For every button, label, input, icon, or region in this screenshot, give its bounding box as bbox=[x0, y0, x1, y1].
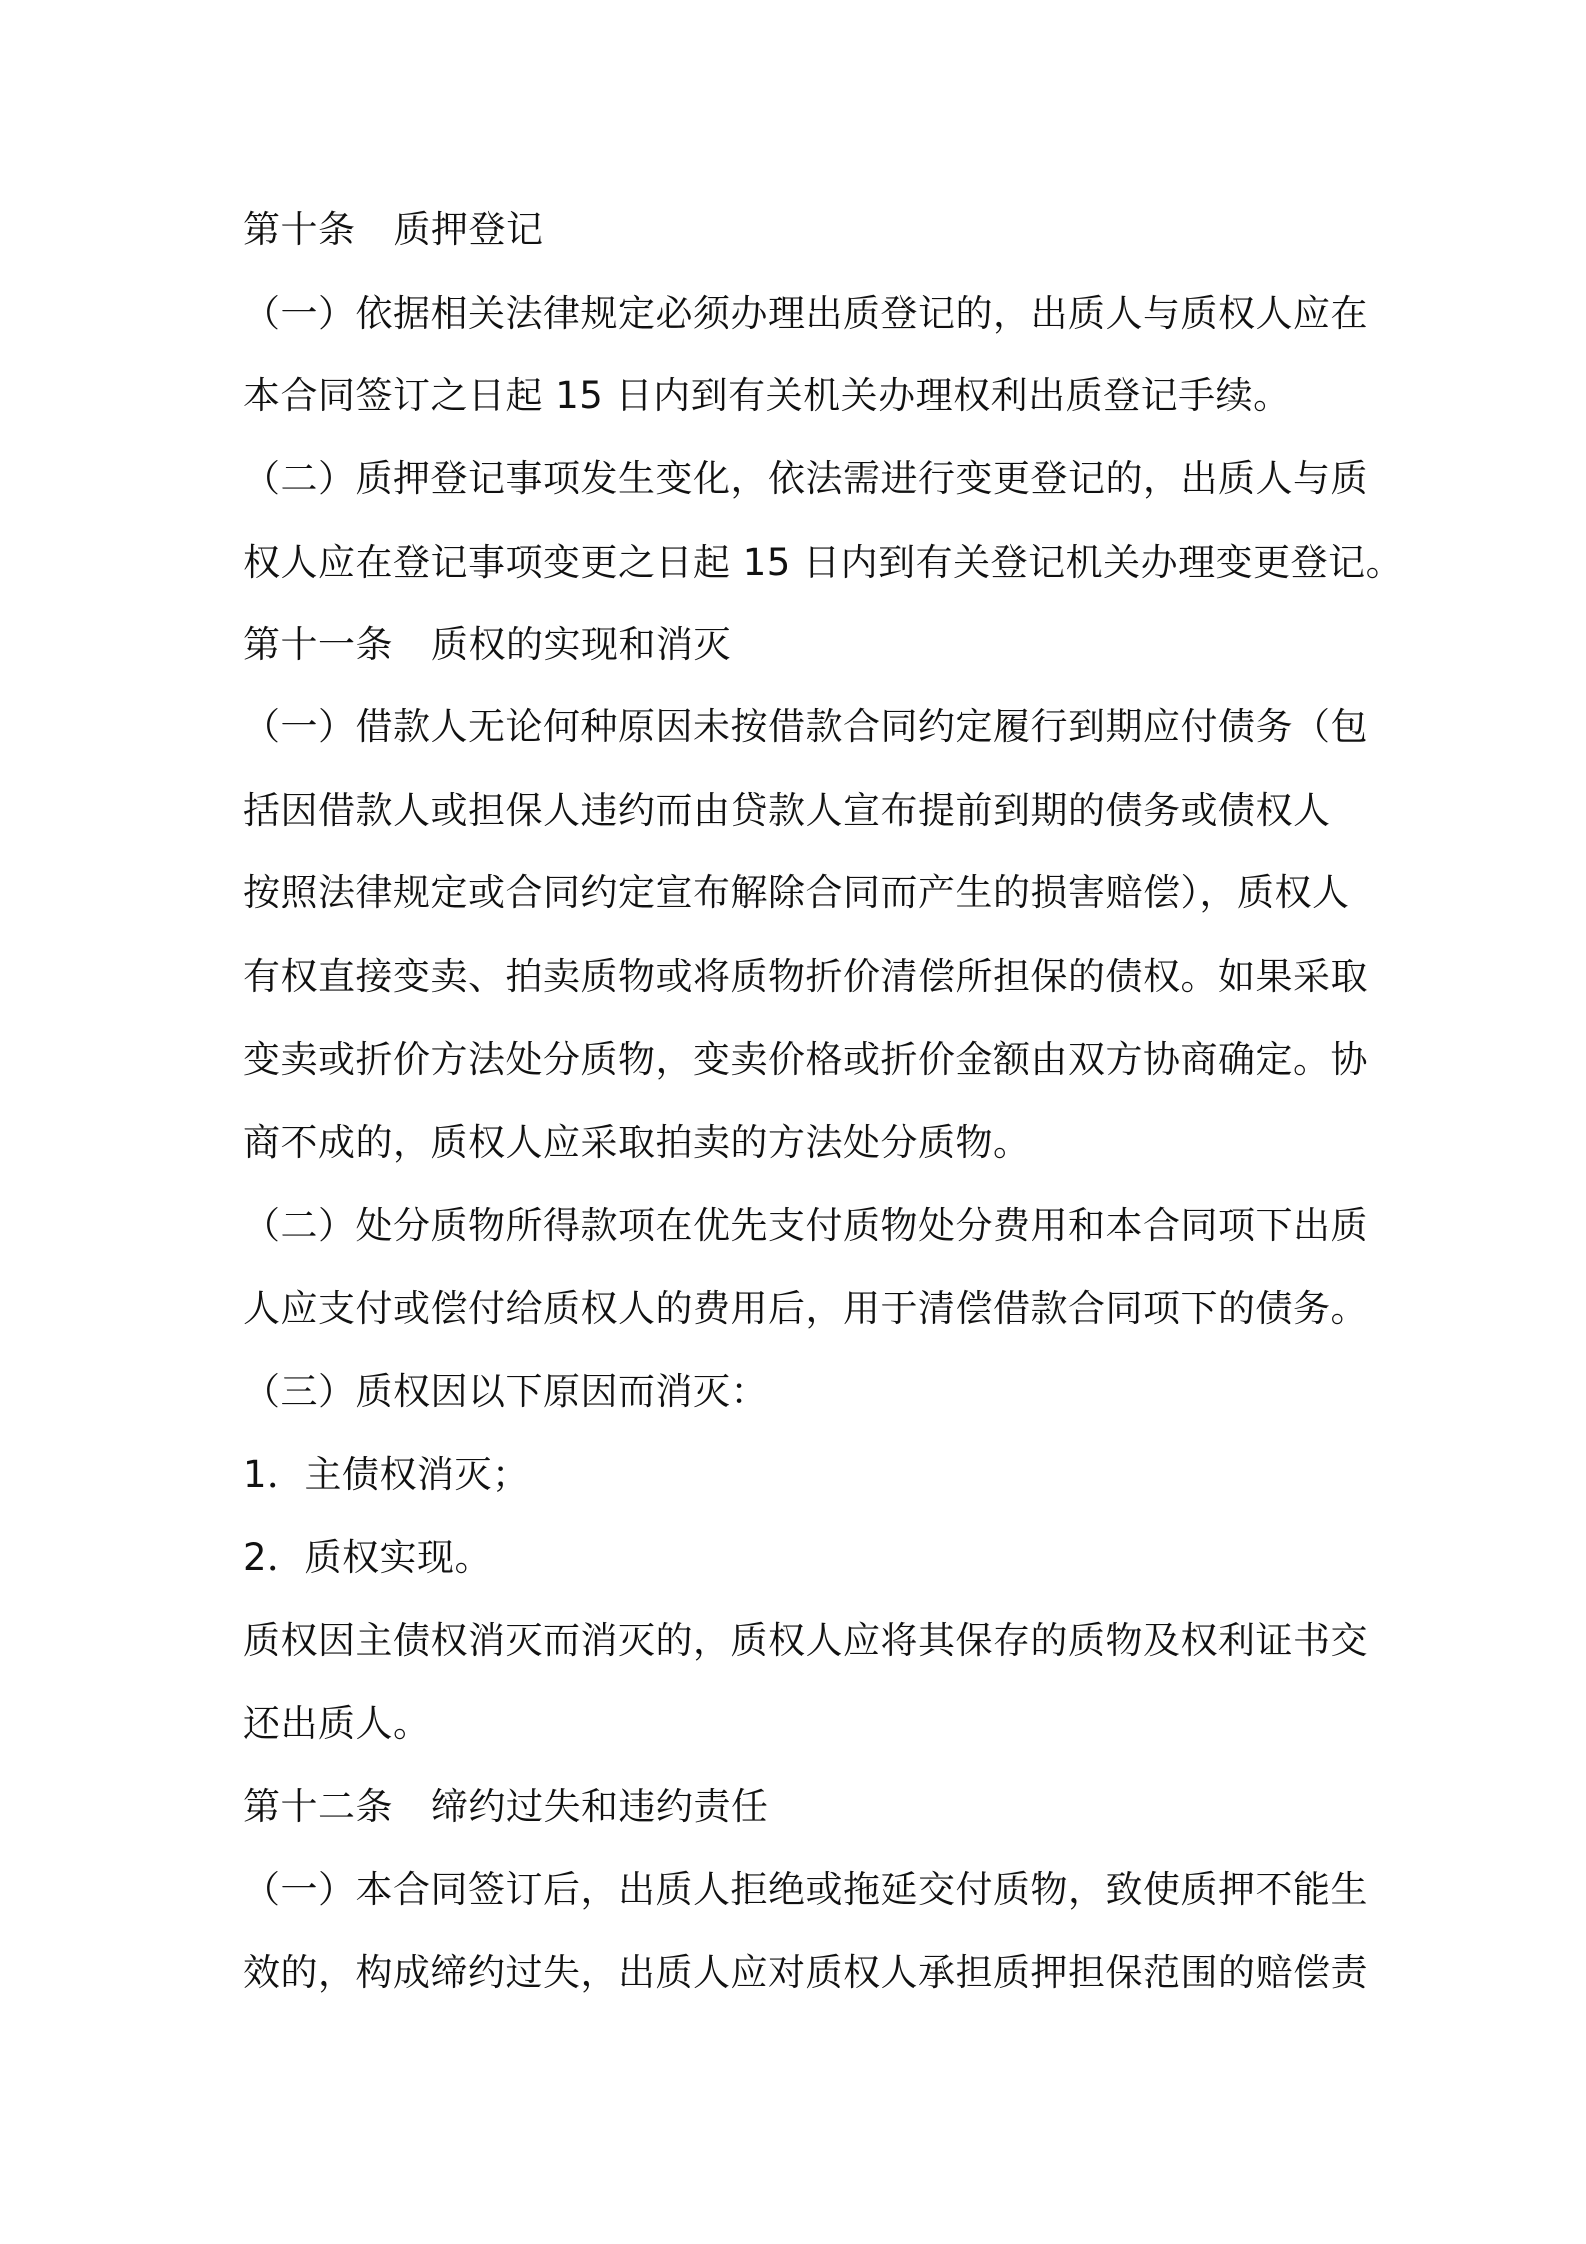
paragraph-line: 人应支付或偿付给质权人的费用后，用于清偿借款合同项下的债务。 bbox=[243, 1287, 1368, 1330]
article-number: 第十一条 bbox=[243, 623, 393, 666]
paragraph-line: （一）本合同签订后，出质人拒绝或拖延交付质物，致使质押不能生 bbox=[243, 1868, 1368, 1911]
paragraph-line: （二）质押登记事项发生变化，依法需进行变更登记的，出质人与质 bbox=[243, 457, 1368, 500]
paragraph-line: 还出质人。 bbox=[243, 1702, 431, 1745]
paragraph-line: 商不成的，质权人应采取拍卖的方法处分质物。 bbox=[243, 1121, 1031, 1164]
paragraph-line: 有权直接变卖、拍卖质物或将质物折价清偿所担保的债权。如果采取 bbox=[243, 955, 1368, 998]
paragraph-line: （一）依据相关法律规定必须办理出质登记的，出质人与质权人应在 bbox=[243, 292, 1368, 335]
paragraph-line: 本合同签订之日起 15 日内到有关机关办理权利出质登记手续。 bbox=[243, 374, 1291, 417]
paragraph-line: （二）处分质物所得款项在优先支付质物处分费用和本合同项下出质 bbox=[243, 1204, 1368, 1247]
article-11-heading bbox=[243, 621, 1383, 669]
article-title: 质押登记 bbox=[393, 208, 544, 251]
paragraph-line: 效的，构成缔约过失，出质人应对质权人承担质押担保范围的赔偿责 bbox=[243, 1951, 1368, 1994]
list-item: 2．质权实现。 bbox=[243, 1536, 493, 1579]
paragraph-line: 按照法律规定或合同约定宣布解除合同而产生的损害赔偿），质权人 bbox=[243, 871, 1350, 914]
article-number: 第十条 bbox=[243, 208, 356, 251]
list-item: 1．主债权消灭； bbox=[243, 1453, 530, 1496]
paragraph-line: （三）质权因以下原因而消灭： bbox=[243, 1370, 768, 1413]
article-10-heading bbox=[243, 206, 1383, 254]
paragraph-line: 变卖或折价方法处分质物，变卖价格或折价金额由双方协商确定。协 bbox=[243, 1038, 1368, 1081]
article-title: 缔约过失和违约责任 bbox=[431, 1785, 769, 1828]
paragraph-line: 括因借款人或担保人违约而由贷款人宣布提前到期的债务或债权人 bbox=[243, 789, 1331, 832]
article-title: 质权的实现和消灭 bbox=[431, 623, 731, 666]
article-number: 第十二条 bbox=[243, 1785, 393, 1828]
article-12-heading bbox=[243, 1783, 1383, 1831]
paragraph-line: 权人应在登记事项变更之日起 15 日内到有关登记机关办理变更登记。 bbox=[243, 541, 1404, 584]
paragraph-line: （一）借款人无论何种原因未按借款合同约定履行到期应付债务（包 bbox=[243, 705, 1368, 748]
paragraph-line: 质权因主债权消灭而消灭的，质权人应将其保存的质物及权利证书交 bbox=[243, 1619, 1368, 1662]
